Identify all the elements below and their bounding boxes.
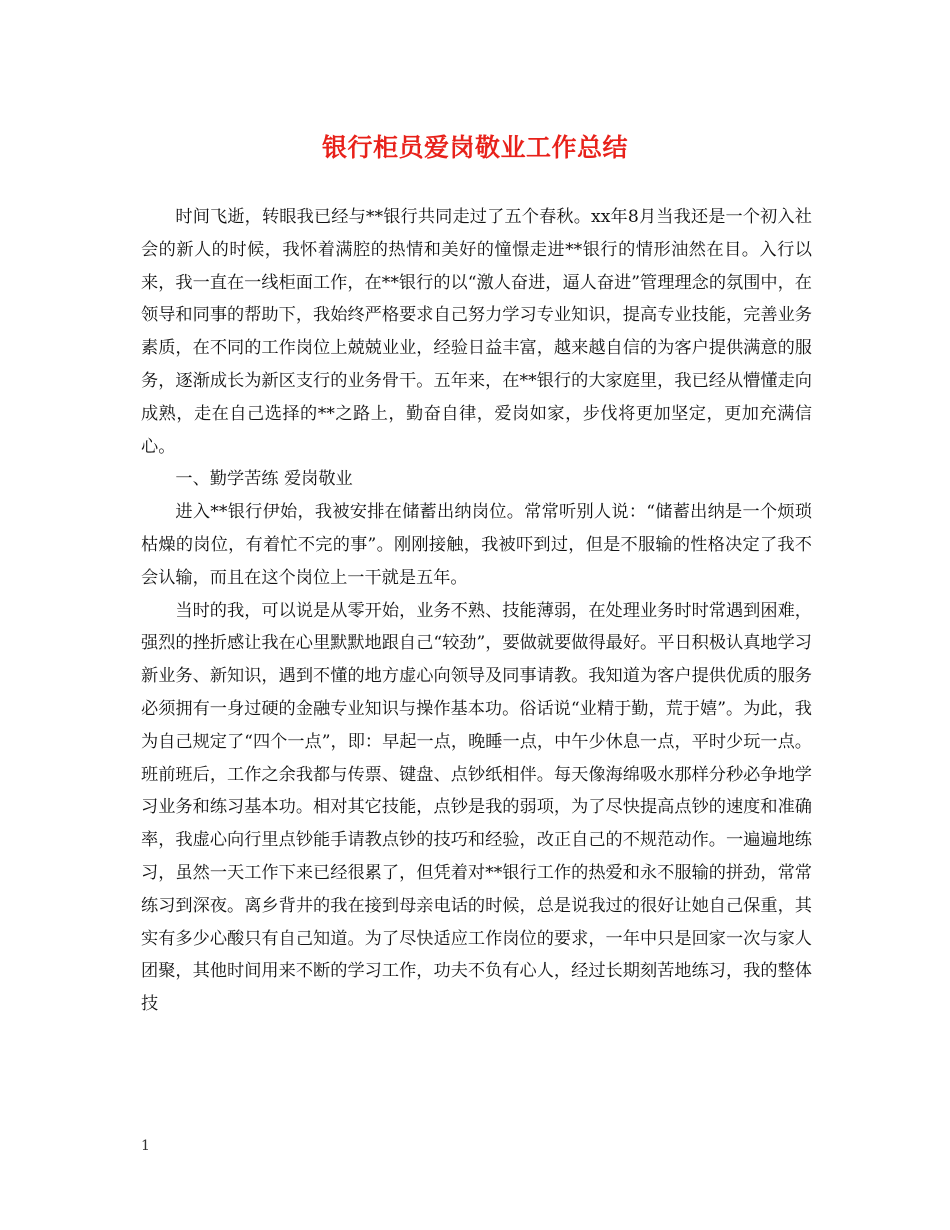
paragraph-joining: 进入**银行伊始，我被安排在储蓄出纳岗位。常常听别人说：“储蓄出纳是一个烦琐枯燥的岗位，有着忙不完的事”。刚刚接触，我被吓到过，但是不服输的性格决定了我不会认输，而且在这个岗位上一干就是五年。	[141, 502, 812, 588]
section-heading: 一、勤学苦练 爱岗敬业	[175, 469, 353, 490]
paragraph-intro: 时间飞逝，转眼我已经与**银行共同走过了五个春秋。xx年8月当我还是一个初入社会的新人的时候，我怀着满腔的热情和美好的憧憬走进**银行的情形油然在目。入行以来，我一直在一线柜面工作，在**银行的以“激人奋进，逼人奋进”管理理念的氛围中，在领导和同事的帮助下，我始终严格要求自己努力学习专业知识，提高专业技能，完善业务素质，在不同的工作岗位上兢兢业业，经验日益丰富，越来越自信的为客户提供满意的服务，逐渐成长为新区支行的业务骨干。五年来，在**银行的大家庭里，我已经从懵懂走向成熟，走在自己选择的**之路上，勤奋自律，爱岗如家，步伐将更加坚定，更加充满信心。	[141, 207, 812, 457]
paragraph-training: 当时的我，可以说是从零开始，业务不熟、技能薄弱，在处理业务时时常遇到困难，强烈的挫折感让我在心里默默地跟自己“较劲”，要做就要做得最好。平日积极认真地学习新业务、新知识，遇到不懂的地方虚心向领导及同事请教。我知道为客户提供优质的服务必须拥有一身过硬的金融专业知识与操作基本功。俗话说“业精于勤，荒于嬉”。为此，我为自己规定了“四个一点”，即：早起一点，晚睡一点，中午少休息一点，平时少玩一点。班前班后，工作之余我都与传票、键盘、点钞纸相伴。每天像海绵吸水那样分秒必争地学习业务和练习基本功。相对其它技能，点钞是我的弱项，为了尽快提高点钞的速度和准确率，我虚心向行里点钞能手请教点钞的技巧和经验，改正自己的不规范动作。一遍遍地练习，虽然一天工作下来已经很累了，但凭着对**银行工作的热爱和永不服输的拼劲，常常练习到深夜。离乡背井的我在接到母亲电话的时候，总是说我过的很好让她自己保重，其实有多少心酸只有自己知道。为了尽快适应工作岗位的要求，一年中只是回家一次与家人团聚，其他时间用来不断的学习工作，功夫不负有心人，经过长期刻苦地练习，我的整体技	[141, 600, 812, 1015]
document-body	[141, 201, 812, 1021]
document-title: 银行柜员爱岗敬业工作总结	[321, 133, 628, 162]
page-number: 1	[141, 1138, 150, 1154]
